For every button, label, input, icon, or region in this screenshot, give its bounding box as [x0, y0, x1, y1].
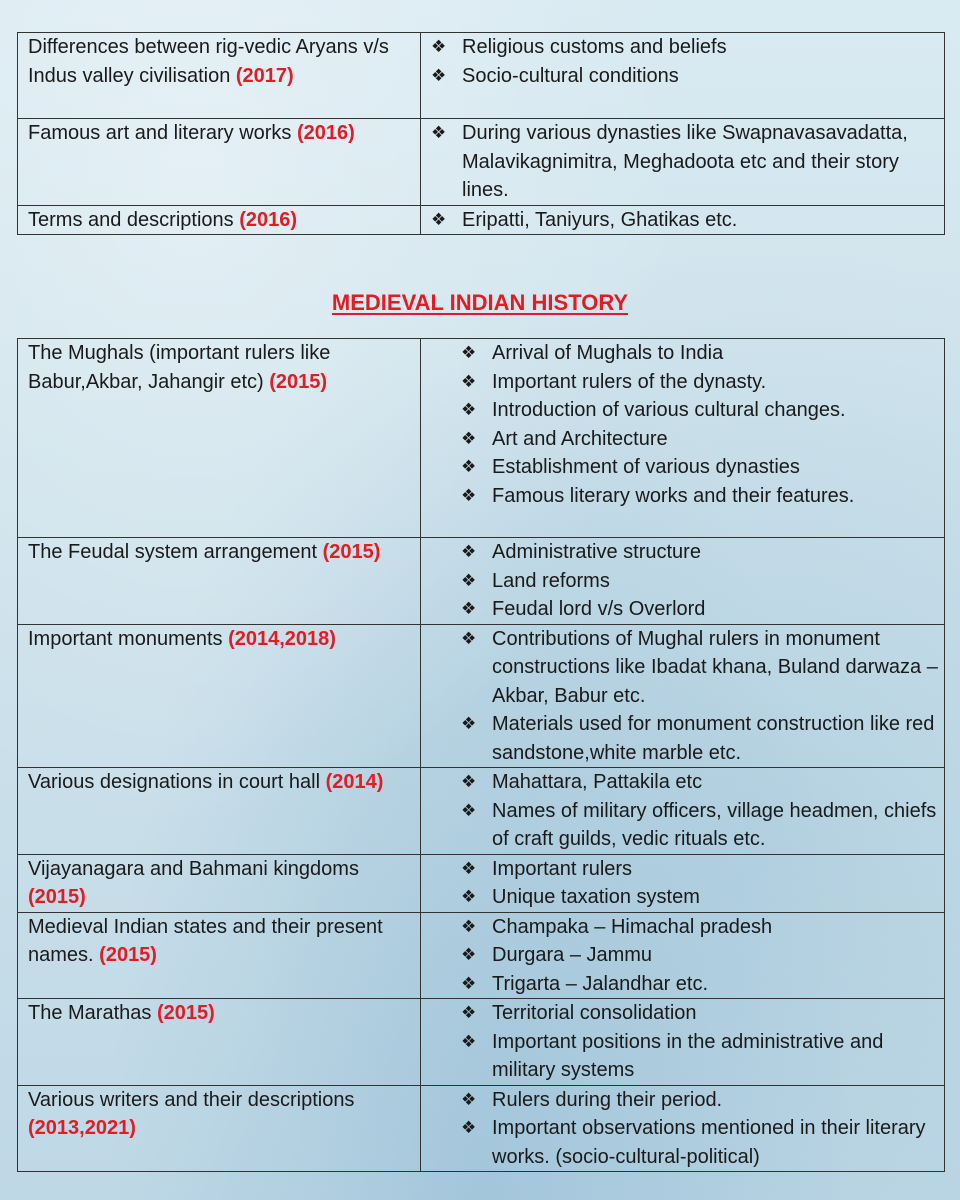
- diamond-bullet-icon: ❖: [461, 570, 477, 591]
- list-item: ❖ Materials used for monument construction like red sandstone,white marble etc.: [461, 710, 944, 767]
- exam-year: (2015): [269, 370, 328, 393]
- list-item: ❖ Important observations mentioned in their literary works. (socio-cultural-political): [461, 1114, 944, 1171]
- exam-year: (2016): [239, 208, 298, 231]
- points-cell: [421, 1085, 945, 1172]
- diamond-bullet-icon: ❖: [461, 542, 477, 562]
- diamond-bullet-icon: ❖: [461, 887, 477, 907]
- points-cell: [421, 205, 945, 235]
- topic-cell: [18, 339, 421, 538]
- diamond-bullet-icon: ❖: [431, 209, 447, 230]
- table-row: [18, 912, 945, 999]
- topic-cell: [18, 768, 421, 855]
- ancient-topics-table: [17, 32, 945, 235]
- exam-year: (2017): [235, 64, 294, 87]
- diamond-bullet-icon: ❖: [461, 916, 477, 937]
- exam-year: (2015): [322, 541, 381, 563]
- diamond-bullet-icon: ❖: [431, 123, 447, 143]
- diamond-bullet-icon: ❖: [461, 457, 477, 477]
- diamond-bullet-icon: ❖: [461, 858, 477, 879]
- diamond-bullet-icon: ❖: [461, 628, 477, 649]
- topic-cell: [18, 205, 421, 235]
- list-item: ❖ Names of military officers, village headmen, chiefs of craft guilds, vedic rituals etc.: [461, 797, 944, 854]
- topic-cell: [18, 999, 421, 1086]
- topic-text: The Feudal system arrangement: [28, 541, 318, 563]
- diamond-bullet-icon: ❖: [461, 428, 477, 449]
- topic-text: Important monuments: [28, 627, 223, 650]
- table-row: [18, 768, 945, 855]
- diamond-bullet-icon: ❖: [461, 1031, 477, 1052]
- topic-text: The Mughals (important rulers like Babur,Akbar, Jahangir etc): [28, 342, 331, 393]
- list-item: ❖ Important rulers of the dynasty.: [461, 368, 944, 397]
- topic-cell: [18, 854, 421, 912]
- list-item: ❖ Trigarta – Jalandhar etc.: [461, 970, 944, 999]
- table-row: [18, 854, 945, 912]
- topic-text: Various designations in court hall: [28, 771, 321, 793]
- list-item: ❖ Unique taxation system: [461, 883, 944, 912]
- medieval-topics-table: [17, 338, 945, 1172]
- list-item: ❖ Champaka – Himachal pradesh: [461, 913, 944, 942]
- exam-year: (2013,2021): [28, 1117, 136, 1139]
- table-row: [18, 538, 945, 625]
- diamond-bullet-icon: ❖: [431, 65, 447, 86]
- table-row: [18, 1085, 945, 1172]
- list-item: ❖ Arrival of Mughals to India: [461, 339, 944, 368]
- points-cell: [421, 999, 945, 1086]
- list-item: ❖ Mahattara, Pattakila etc: [461, 768, 944, 797]
- topic-text: Vijayanagara and Bahmani kingdoms: [28, 857, 359, 880]
- points-cell: [421, 912, 945, 999]
- topic-text: The Marathas: [28, 1002, 152, 1024]
- list-item: ❖ Socio-cultural conditions: [431, 62, 944, 91]
- list-item: ❖ Famous literary works and their features.: [461, 482, 944, 511]
- list-item: ❖ Durgara – Jammu: [461, 941, 944, 970]
- topic-cell: [18, 119, 421, 206]
- diamond-bullet-icon: ❖: [461, 1118, 477, 1138]
- diamond-bullet-icon: ❖: [461, 485, 477, 506]
- table-row: [18, 205, 945, 235]
- diamond-bullet-icon: ❖: [461, 400, 477, 420]
- list-item: ❖ Important positions in the administrative and military systems: [461, 1028, 944, 1085]
- points-cell: [421, 854, 945, 912]
- diamond-bullet-icon: ❖: [461, 1089, 477, 1110]
- exam-year: (2015): [28, 886, 86, 908]
- list-item: ❖ Introduction of various cultural changes.: [461, 396, 944, 425]
- list-item: ❖ Territorial consolidation: [461, 999, 944, 1028]
- list-item: ❖ Feudal lord v/s Overlord: [461, 595, 944, 624]
- topic-cell: [18, 538, 421, 625]
- exam-year: (2015): [99, 944, 157, 966]
- table-row: [18, 339, 945, 538]
- diamond-bullet-icon: ❖: [461, 343, 477, 363]
- list-item: ❖ Religious customs and beliefs: [431, 33, 944, 62]
- exam-year: (2015): [156, 1002, 215, 1024]
- list-item: ❖ Administrative structure: [461, 538, 944, 567]
- topic-cell: [18, 33, 421, 119]
- diamond-bullet-icon: ❖: [461, 772, 477, 792]
- topic-cell: [18, 624, 421, 768]
- exam-year: (2014): [325, 771, 384, 793]
- diamond-bullet-icon: ❖: [461, 973, 477, 994]
- diamond-bullet-icon: ❖: [461, 714, 477, 734]
- points-cell: [421, 119, 945, 206]
- topic-text: Terms and descriptions: [28, 208, 234, 231]
- diamond-bullet-icon: ❖: [461, 800, 477, 821]
- table-row: [18, 999, 945, 1086]
- table-row: [18, 624, 945, 768]
- list-item: ❖ Land reforms: [461, 567, 944, 596]
- points-cell: [421, 33, 945, 119]
- topic-cell: [18, 1085, 421, 1172]
- diamond-bullet-icon: ❖: [461, 599, 477, 619]
- topic-text: Differences between rig-vedic Aryans v/s Indus valley civilisation: [28, 36, 389, 87]
- topic-cell: [18, 912, 421, 999]
- points-cell: [421, 339, 945, 538]
- list-item: ❖ Art and Architecture: [461, 425, 944, 454]
- list-item: ❖ Important rulers: [461, 855, 944, 884]
- topic-text: Various writers and their descriptions: [28, 1088, 355, 1111]
- exam-year: (2016): [296, 122, 355, 144]
- diamond-bullet-icon: ❖: [461, 1003, 477, 1023]
- exam-year: (2014,2018): [228, 627, 336, 650]
- topic-text: Famous art and literary works: [28, 122, 292, 144]
- list-item: ❖ During various dynasties like Swapnavasavadatta, Malavikagnimitra, Meghadoota etc and their story lines.: [431, 119, 944, 205]
- diamond-bullet-icon: ❖: [461, 945, 477, 965]
- list-item: ❖ Establishment of various dynasties: [461, 453, 944, 482]
- diamond-bullet-icon: ❖: [431, 37, 447, 57]
- points-cell: [421, 768, 945, 855]
- section-heading-medieval: MEDIEVAL INDIAN HISTORY: [331, 290, 629, 315]
- diamond-bullet-icon: ❖: [461, 371, 477, 392]
- list-item: ❖ Eripatti, Taniyurs, Ghatikas etc.: [431, 206, 944, 235]
- topic-text: Medieval Indian states and their present names.: [28, 915, 383, 966]
- table-row: [18, 33, 945, 119]
- list-item: ❖ Rulers during their period.: [461, 1086, 944, 1115]
- points-cell: [421, 624, 945, 768]
- table-row: [18, 119, 945, 206]
- points-cell: [421, 538, 945, 625]
- list-item: ❖ Contributions of Mughal rulers in monument constructions like Ibadat khana, Buland darwaza – Akbar, Babur etc.: [461, 625, 944, 711]
